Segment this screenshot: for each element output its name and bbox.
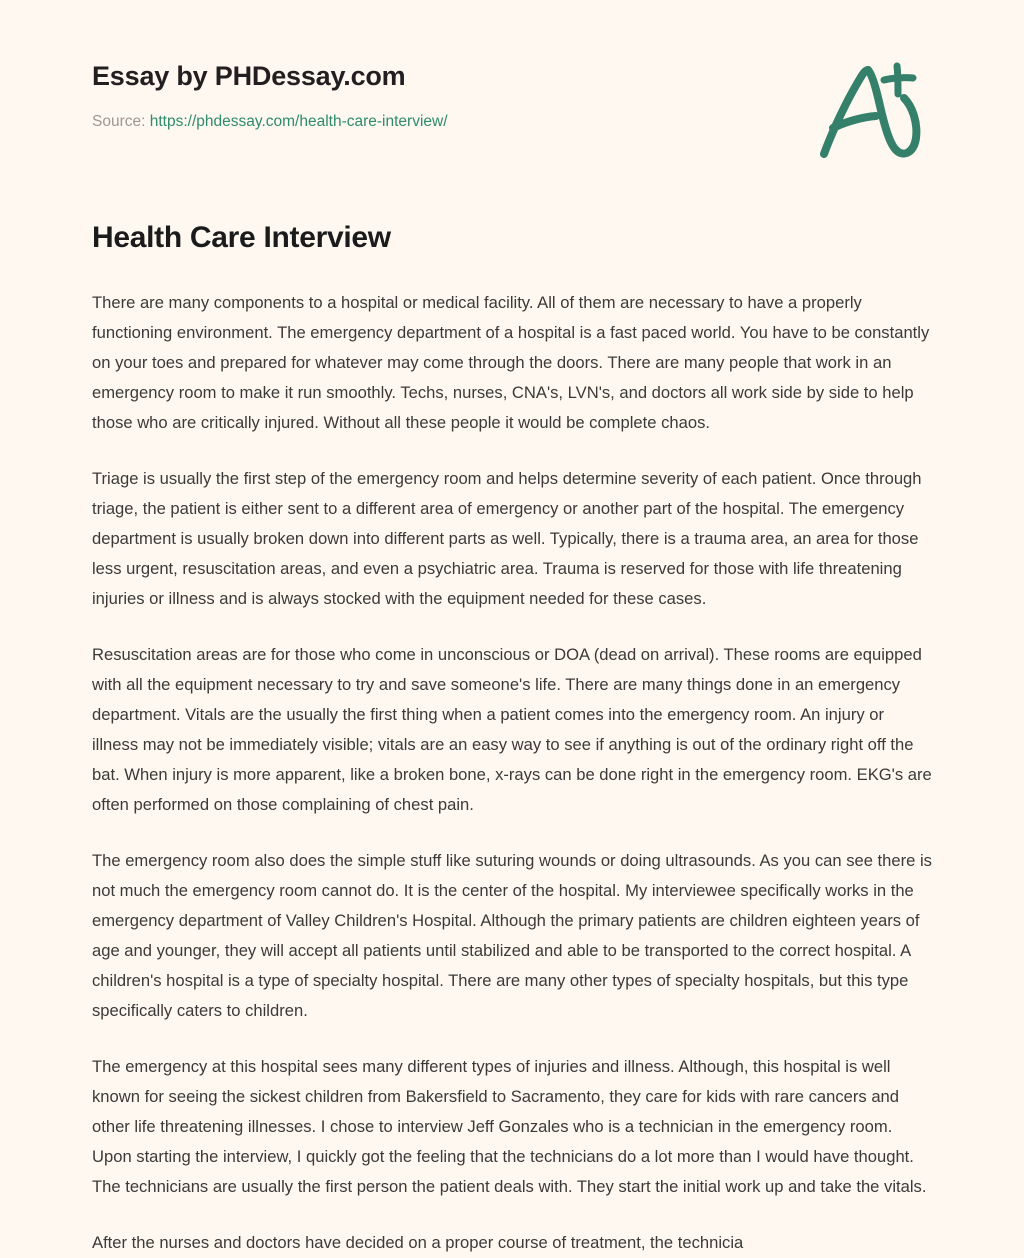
paragraph: Triage is usually the first step of the emergency room and helps determine severity of each patient. Once through triage, the patient is either sent to a different area of emergency or another part of the hospital. The emergency department is usually broken down into different parts as well. Typically, there is a trauma area, an area for those less urgent, resuscitation areas, and even a psychiatric area. Trauma is reserved for those with life threatening injuries or illness and is always stocked with the equipment needed for these cases.	[92, 469, 922, 608]
paragraph: Resuscitation areas are for those who come in unconscious or DOA (dead on arrival). These rooms are equipped with all the equipment necessary to try and save someone's life. There are many things done in an emergency department. Vitals are the usually the first thing when a patient comes into the emergency room. An injury or illness may not be immediately visible; vitals are an easy way to see if anything is out of the ordinary right off the bat. When injury is more apparent, like a broken bone, x-rays can be done right in the emergency room. EKG's are often performed on those complaining of chest pain.	[92, 645, 932, 814]
document-header	[0, 0, 1024, 175]
brand-title: Essay by PHDessay.com	[92, 61, 406, 91]
a-plus-logo	[812, 58, 928, 160]
source-label: Source:	[92, 112, 146, 130]
paragraph: The emergency at this hospital sees many different types of injuries and illness. Although, this hospital is well known for seeing the sickest children from Bakersfield to Sacramento, they care for kids with rare cancers and other life threatening illnesses. I chose to interview Jeff Gonzales who is a technician in the emergency room. Upon starting the interview, I quickly got the feeling that the technicians do a lot more than I would have thought. The technicians are usually the first person the patient deals with. They start the initial work up and take the vitals.	[92, 1057, 927, 1196]
article	[0, 220, 1024, 1258]
article-body	[92, 288, 932, 1258]
paragraph: The emergency room also does the simple stuff like suturing wounds or doing ultrasounds. As you can see there is not much the emergency room cannot do. It is the center of the hospital. My interviewee specifically works in the emergency department of Valley Children's Hospital. Although the primary patients are children eighteen years of age and younger, they will accept all patients until stabilized and able to be transported to the correct hospital. A children's hospital is a type of specialty hospital. There are many other types of specialty hospitals, but this type specifically caters to children.	[92, 851, 932, 1020]
paragraph-truncated: After the nurses and doctors have decided on a proper course of treatment, the technicia	[92, 1233, 744, 1252]
source-line	[92, 113, 932, 132]
page-title: Health Care Interview	[92, 221, 391, 254]
source-url-link[interactable]: https://phdessay.com/health-care-interview/	[149, 112, 448, 130]
paragraph: There are many components to a hospital or medical facility. All of them are necessary to have a properly functioning environment. The emergency department of a hospital is a fast paced world. You have to be constantly on your toes and prepared for whatever may come through the doors. There are many people that work in an emergency room to make it run smoothly. Techs, nurses, CNA's, LVN's, and doctors all work side by side to help those who are critically injured. Without all these people it would be complete chaos.	[92, 293, 930, 432]
